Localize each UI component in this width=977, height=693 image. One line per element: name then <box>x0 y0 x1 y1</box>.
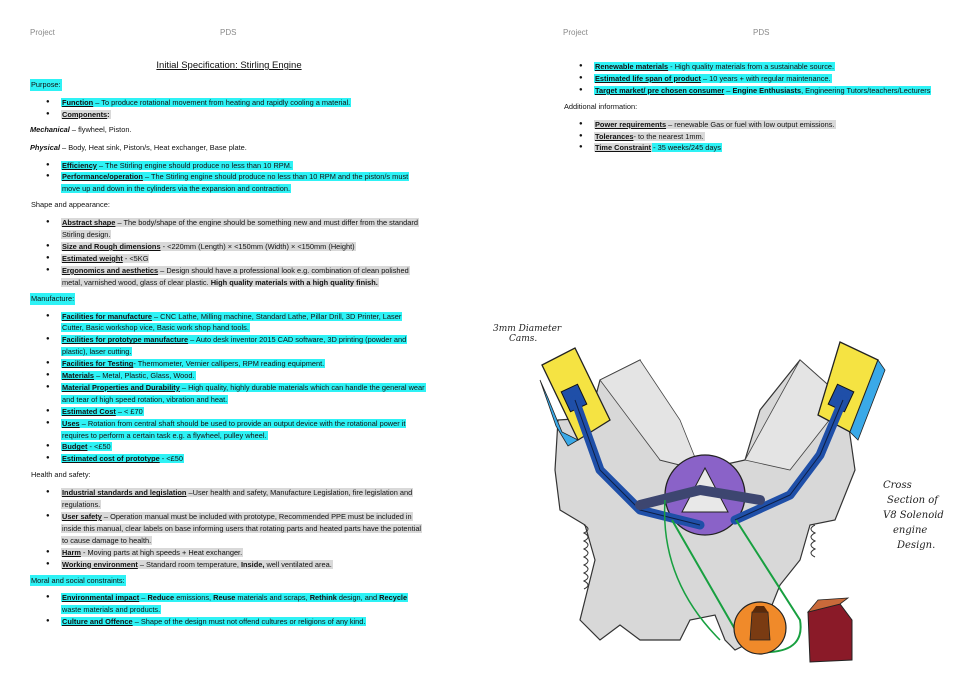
list-item-harm: ● Harm - Moving parts at high speeds + Heat exchanger. <box>30 547 425 559</box>
list-item-budget: ● Budget - <£50 <box>30 441 425 453</box>
right-content <box>563 59 963 157</box>
list-item-culture: ● Culture and Offence – Shape of the design must not offend cultures or religions of any kind. <box>30 616 425 628</box>
list-item-efficiency: ● Efficiency – The Stirling engine should produce no less than 10 RPM. <box>30 160 425 172</box>
list-item-environmental-impact: ● Environmental impact – Reduce emissions, Reuse materials and scraps, Rethink design, and Recycle waste materials and products. <box>30 592 425 616</box>
list-item-working-environment: ● Working environment – Standard room temperature, Inside, well ventilated area. <box>30 559 425 571</box>
manufacture-list <box>30 311 425 466</box>
section-purpose-heading: Purpose: <box>31 80 61 89</box>
output-box <box>808 604 852 662</box>
cam-note: 3mm Diameter Cams. <box>493 324 562 344</box>
list-item-material-properties: ● Material Properties and Durability – High quality, highly durable materials which can handle the general wear and tear of high speed rotation, vibration and heat. <box>30 382 425 406</box>
cross-section-note: Cross Section of V8 Solenoid engine Design. <box>883 480 944 551</box>
header-pds: PDS <box>220 28 237 37</box>
list-item-ergonomics: ● Ergonomics and aesthetics – Design should have a professional look e.g. combination of clean polished metal, varnished wood, glass of clear plastic. High quality materials with a high quality finish. <box>30 265 425 289</box>
list-item-estimated-cost: ● Estimated Cost – < £70 <box>30 406 425 418</box>
shape-list <box>30 217 425 288</box>
moral-list <box>30 592 425 628</box>
physical-line: Physical – Body, Heat sink, Piston/s, Heat exchanger, Base plate. <box>30 142 247 152</box>
list-item-tolerances: ● Tolerances- to the nearest 1mm. <box>563 131 963 143</box>
header-project: Project <box>30 28 55 37</box>
list-item-performance: ● Performance/operation – The Stirling engine should produce no less than 10 RPM and the piston/s must move up and down in the cylinders via the expansion and contraction. <box>30 171 425 195</box>
section-health-heading: Health and safety: <box>31 470 91 480</box>
list-item-weight: ● Estimated weight - <5KG <box>30 253 425 265</box>
list-item-time: ● Time Constraint - 35 weeks/245 days <box>563 142 963 154</box>
header-pds-right: PDS <box>753 28 770 37</box>
list-item-testing: ● Facilities for Testing- Thermometer, Vernier callipers, RPM reading equipment. <box>30 358 425 370</box>
list-item-function: ● Function – To produce rotational movement from heating and rapidly cooling a material. <box>30 97 425 109</box>
section-manufacture-heading: Manufacture: <box>31 293 75 303</box>
list-item-facilities: ● Facilities for manufacture – CNC Lathe, Milling machine, Standard Lathe, Pillar Drill, 3D Printer, Laser Cutter, Basic workshop vice, Basic work shop hand tools. <box>30 311 425 335</box>
section-moral-heading: Moral and social constraints: <box>31 575 125 585</box>
section-shape-heading: Shape and appearance: <box>31 200 110 210</box>
list-item-materials: ● Materials – Metal, Plastic, Glass, Wood. <box>30 370 425 382</box>
list-item-renewable: ● Renewable materials - High quality materials from a sustainable source. <box>563 61 963 73</box>
list-item-lifespan: ● Estimated life span of product – 10 years + with regular maintenance. <box>563 73 963 85</box>
left-content <box>30 78 425 631</box>
mechanical-line: Mechanical – flywheel, Piston. <box>30 124 132 134</box>
purpose-list <box>30 97 425 121</box>
right-page <box>493 0 977 693</box>
list-item-components: ● Components: <box>30 109 425 121</box>
engine-sketch <box>493 310 977 693</box>
list-item-target-market: ● Target market/ pre chosen consumer – Engine Enthusiasts, Engineering Tutors/teachers/Lecturers <box>563 85 963 97</box>
list-item-uses: ● Uses – Rotation from central shaft should be used to provide an output device with the rotational power it requires to perform a certain task e.g. a flywheel, pulley wheel. <box>30 418 425 442</box>
list-item-prototype-cost: ● Estimated cost of prototype - <£50 <box>30 453 425 465</box>
list-item-user-safety: ● User safety – Operation manual must be included with prototype, Recommended PPE must be included in inside this manual, clear labels on base informing users that rotating parts and heated parts have the potential to cause damage to health. <box>30 511 425 547</box>
list-item-standards: ● Industrial standards and legislation –User health and safety, Manufacture Legislation, fire legislation and regulations. <box>30 487 425 511</box>
section-additional-heading: Additional information: <box>564 101 638 111</box>
additional-list <box>563 119 963 155</box>
purpose-list-2 <box>30 160 425 196</box>
left-page <box>0 0 488 693</box>
list-item-abstract-shape: ● Abstract shape – The body/shape of the engine should be something new and must differ from the standard Stirling design. <box>30 217 425 241</box>
continued-list <box>563 61 963 97</box>
list-item-power: ● Power requirements – renewable Gas or fuel with low output emissions. <box>563 119 963 131</box>
page-title: Initial Specification: Stirling Engine <box>156 60 302 71</box>
list-item-size: ● Size and Rough dimensions - <220mm (Length) × <150mm (Width) × <150mm (Height) <box>30 241 425 253</box>
list-item-prototype-facilities: ● Facilities for prototype manufacture – Auto desk inventor 2015 CAD software, 3D printing (powder and plastic), laser cutting. <box>30 334 425 358</box>
health-list <box>30 487 425 570</box>
header-project-right: Project <box>563 28 588 37</box>
